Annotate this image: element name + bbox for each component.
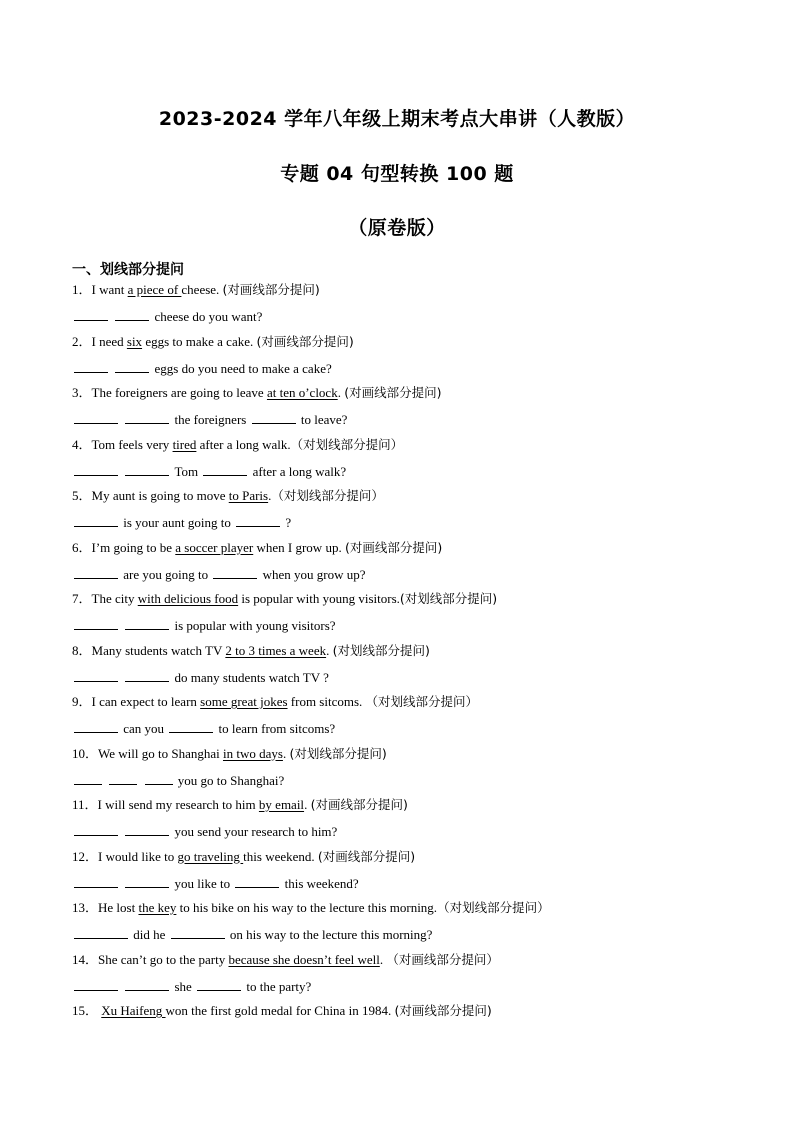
instruction-note: (对画线部分提问) (394, 1003, 492, 1018)
instruction-note: (对划线部分提问) (399, 591, 498, 606)
answer-blank[interactable] (74, 719, 118, 733)
instruction-note: (对画线部分提问) (317, 848, 416, 864)
answer-text: after a long walk? (252, 463, 347, 479)
question-number: 11． (72, 797, 98, 812)
question-text: is popular with young visitors. (238, 591, 400, 606)
question-number: 9． (72, 694, 92, 709)
answer-text: to learn from sitcoms? (218, 721, 336, 736)
underlined-phrase: Xu Haifeng (101, 1003, 166, 1018)
question-text: cheese. (181, 282, 223, 297)
answer-text: to the party? (246, 978, 312, 994)
question-text: He lost (98, 900, 139, 915)
instruction-note: (对画线部分提问) (344, 539, 443, 555)
answer-line (72, 307, 266, 326)
title-line-3: （原卷版） (348, 217, 446, 239)
answer-blank[interactable] (125, 822, 169, 836)
instruction-note: （对划线部分提问） (290, 436, 404, 452)
answer-text: you send your research to him? (174, 824, 338, 839)
answer-line (72, 874, 362, 893)
answer-blank[interactable] (74, 307, 108, 321)
underlined-phrase: some great jokes (200, 694, 288, 709)
answer-blank[interactable] (74, 668, 118, 682)
answer-line (72, 359, 335, 378)
question-text: . (304, 797, 311, 812)
answer-line (72, 977, 315, 996)
question-number: 3． (72, 385, 92, 400)
instruction-note: （对划线部分提问） (365, 694, 479, 709)
answer-blank[interactable] (74, 874, 118, 888)
question-line (72, 796, 408, 814)
question-text: after a long walk. (196, 436, 291, 452)
answer-blank[interactable] (74, 565, 118, 579)
answer-text: cheese do you want? (154, 309, 263, 324)
question-number: 5． (72, 488, 92, 503)
question-line (72, 590, 497, 608)
answer-line (72, 616, 339, 635)
section-heading: 一、划线部分提问 (72, 262, 184, 278)
underlined-phrase: at ten o’clock (266, 385, 338, 400)
answer-blank[interactable] (236, 513, 280, 527)
underlined-phrase: go traveling (177, 848, 244, 864)
answer-blank[interactable] (145, 771, 173, 785)
question-text: The foreigners are going to leave (91, 385, 267, 400)
underlined-phrase: with delicious food (137, 591, 239, 606)
question-line (72, 1002, 492, 1020)
question-number: 7． (72, 591, 92, 606)
question-number: 12． (72, 848, 99, 864)
underlined-phrase: because she doesn’t feel well (228, 951, 380, 967)
question-line (72, 384, 441, 402)
underlined-phrase: six (126, 333, 143, 349)
instruction-note: (对画线部分提问) (310, 797, 408, 812)
question-line (72, 899, 550, 917)
question-text: I would like to (98, 848, 178, 864)
instruction-note: （对画线部分提问） (386, 951, 499, 967)
instruction-note: (对划线部分提问) (332, 642, 430, 658)
question-text: Many students watch TV (91, 642, 226, 658)
question-text: . (337, 385, 345, 400)
instruction-note: (对画线部分提问) (256, 333, 354, 349)
question-line (72, 281, 320, 299)
answer-line (72, 513, 294, 532)
question-line (72, 693, 478, 711)
answer-line (72, 719, 338, 738)
question-line (72, 642, 430, 660)
answer-blank[interactable] (74, 462, 118, 476)
question-number: 14． (72, 951, 99, 967)
answer-blank[interactable] (235, 874, 279, 888)
question-text: My aunt is going to move (91, 488, 229, 503)
question-text: I can expect to learn (91, 694, 201, 709)
instruction-note: （对划线部分提问） (271, 488, 384, 503)
question-text: I need (91, 333, 127, 349)
answer-blank[interactable] (197, 977, 241, 991)
answer-blank[interactable] (125, 410, 169, 424)
question-number: 15． (72, 1003, 99, 1018)
answer-text: you like to (174, 875, 231, 891)
question-number: 6． (72, 539, 92, 555)
answer-line (72, 822, 341, 841)
instruction-note: (对画线部分提问) (344, 385, 442, 400)
answer-blank[interactable] (125, 874, 169, 888)
answer-text: you go to Shanghai? (177, 772, 285, 788)
answer-blank[interactable] (125, 977, 169, 991)
question-text: . (379, 951, 387, 967)
answer-text: on his way to the lecture this morning? (229, 927, 433, 942)
question-text: She can’t go to the party (98, 951, 229, 967)
question-text: I want (91, 282, 128, 297)
answer-blank[interactable] (74, 822, 118, 836)
answer-text: can you (123, 721, 165, 736)
answer-line (72, 771, 288, 790)
underlined-phrase: a piece of (127, 282, 182, 297)
answer-blank[interactable] (125, 616, 169, 630)
answer-blank[interactable] (74, 513, 118, 527)
question-text: I’m going to be (91, 539, 176, 555)
question-text: from sitcoms. (287, 694, 366, 709)
question-line (72, 848, 415, 866)
answer-blank[interactable] (74, 925, 128, 939)
question-text: to his bike on his way to the lecture this morning. (176, 900, 438, 915)
answer-line (72, 410, 351, 429)
question-line (72, 951, 499, 969)
instruction-note: (对画线部分提问) (222, 282, 320, 297)
underlined-phrase: in two days (222, 745, 283, 761)
question-text: when I grow up. (253, 539, 345, 555)
underlined-phrase: a soccer player (175, 539, 254, 555)
answer-blank[interactable] (125, 668, 169, 682)
answer-blank[interactable] (252, 410, 296, 424)
question-number: 2． (72, 333, 92, 349)
question-line (72, 745, 387, 763)
underlined-phrase: the key (138, 900, 177, 915)
answer-blank[interactable] (74, 410, 118, 424)
question-number: 10． (72, 745, 99, 761)
answer-blank[interactable] (74, 771, 102, 785)
answer-blank[interactable] (203, 462, 247, 476)
answer-text: she (174, 978, 192, 994)
question-line (72, 539, 442, 557)
question-number: 13． (72, 900, 99, 915)
underlined-phrase: to Paris (228, 488, 269, 503)
answer-text: are you going to (123, 566, 209, 582)
question-text: . (268, 488, 272, 503)
answer-text: is your aunt going to (123, 515, 231, 530)
question-text: The city (91, 591, 138, 606)
question-number: 8． (72, 642, 92, 658)
question-text: I will send my research to him (97, 797, 259, 812)
question-text: eggs to make a cake. (142, 333, 257, 349)
underlined-phrase: tired (172, 436, 197, 452)
answer-text: the foreigners (174, 412, 247, 427)
answer-blank[interactable] (169, 719, 213, 733)
answer-text: ? (285, 515, 292, 530)
answer-blank[interactable] (74, 977, 118, 991)
question-text: won the first gold medal for China in 1984. (165, 1003, 395, 1018)
answer-blank[interactable] (115, 307, 149, 321)
answer-text: this weekend? (284, 875, 359, 891)
instruction-note: （对划线部分提问） (437, 900, 550, 915)
question-text: . (282, 745, 290, 761)
answer-blank[interactable] (171, 925, 225, 939)
answer-text: Tom (174, 463, 199, 479)
answer-text: is popular with young visitors? (174, 618, 336, 633)
answer-blank[interactable] (125, 462, 169, 476)
question-text: this weekend. (243, 848, 318, 864)
answer-blank[interactable] (213, 565, 257, 579)
answer-blank[interactable] (74, 359, 108, 373)
underlined-phrase: 2 to 3 times a week (225, 642, 327, 658)
answer-text: to leave? (300, 412, 348, 427)
answer-blank[interactable] (74, 616, 118, 630)
underlined-phrase: by email (258, 797, 305, 812)
instruction-note: (对划线部分提问) (289, 745, 387, 761)
question-number: 4． (72, 436, 92, 452)
answer-blank[interactable] (109, 771, 137, 785)
answer-line (72, 925, 436, 944)
question-text: . (326, 642, 333, 658)
answer-text: did he (133, 927, 166, 942)
question-text: Tom feels very (91, 436, 173, 452)
question-text: We will go to Shanghai (98, 745, 223, 761)
answer-blank[interactable] (115, 359, 149, 373)
answer-text: eggs do you need to make a cake? (154, 360, 332, 376)
answer-text: when you grow up? (262, 566, 366, 582)
question-line (72, 487, 384, 505)
question-line (72, 333, 354, 351)
answer-text: do many students watch TV ? (174, 669, 329, 685)
answer-line (72, 668, 332, 687)
answer-line (72, 462, 349, 481)
question-line (72, 436, 403, 454)
title-line-2: 专题 04 句型转换 100 题 (280, 163, 514, 185)
title-line-1: 2023-2024 学年八年级上期末考点大串讲（人教版） (158, 108, 636, 130)
answer-line (72, 565, 369, 584)
question-number: 1． (72, 282, 92, 297)
